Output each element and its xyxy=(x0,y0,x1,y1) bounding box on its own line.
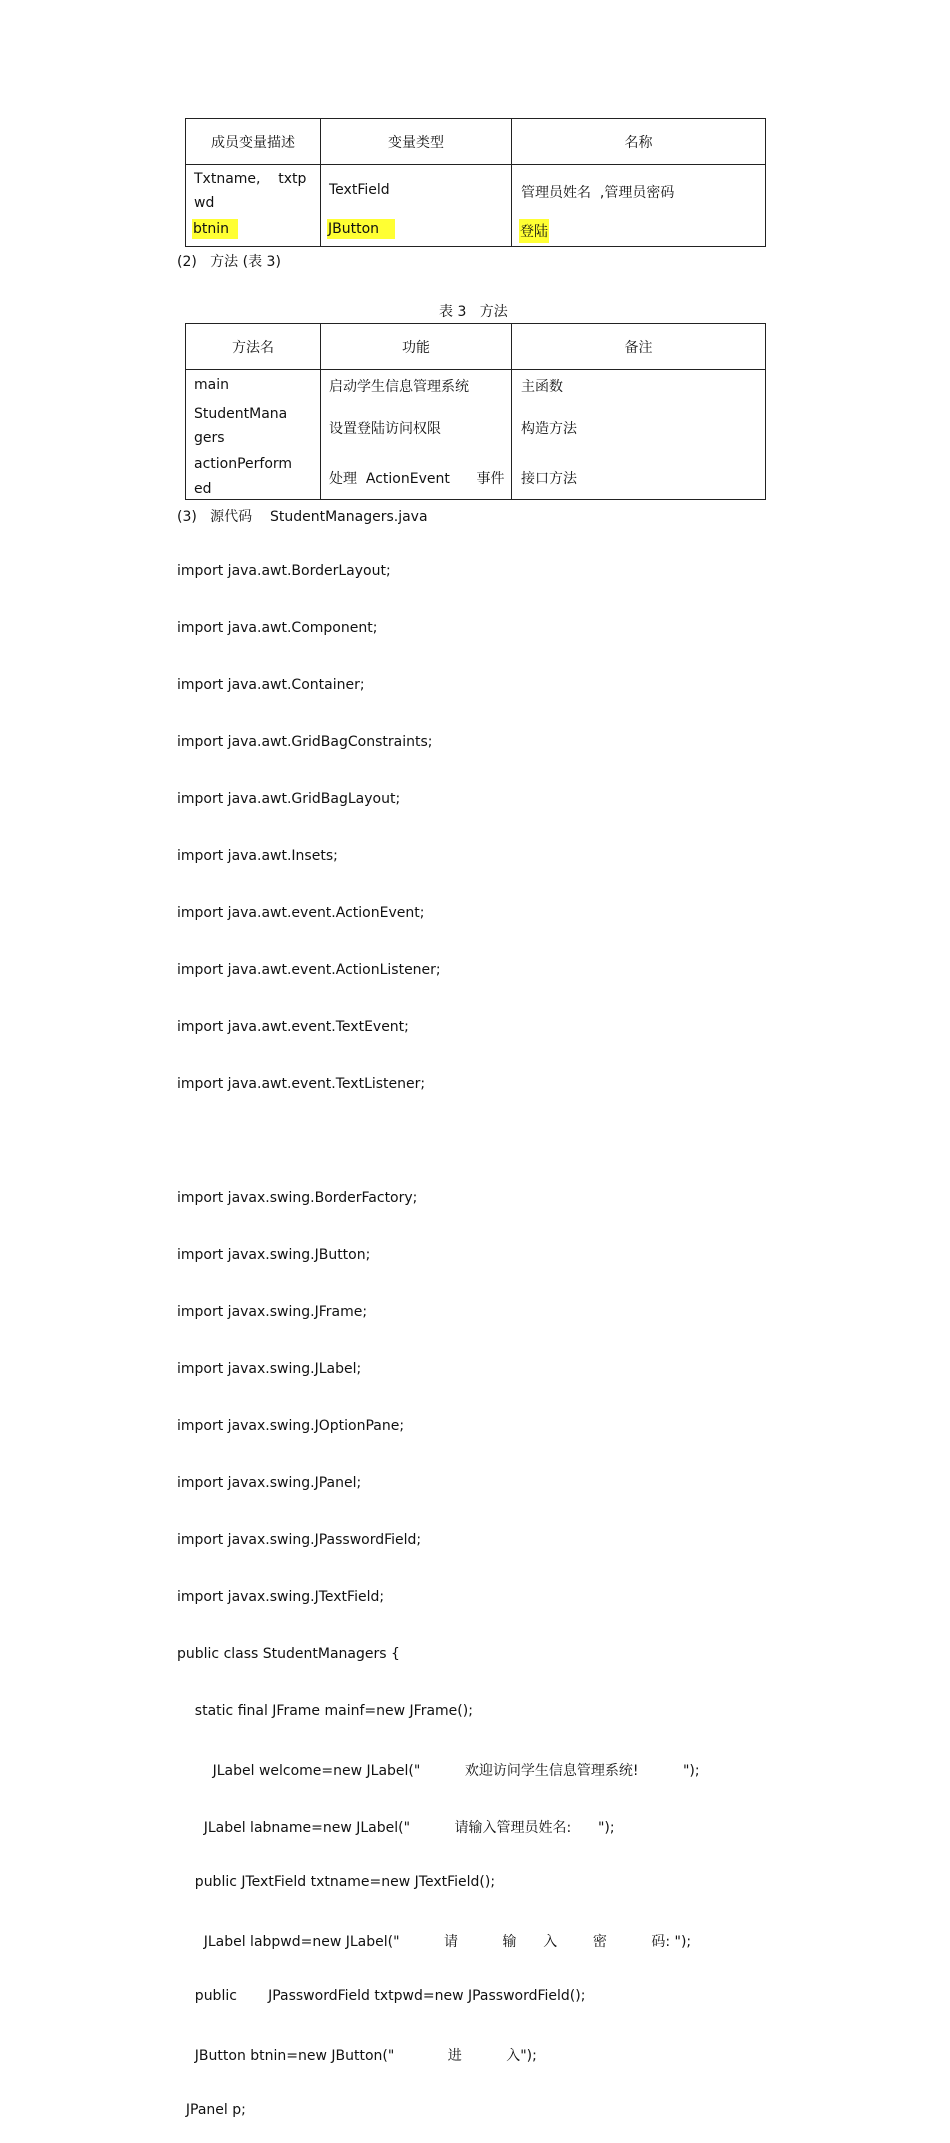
code-line: import java.awt.Insets; xyxy=(177,848,338,864)
table-cell xyxy=(321,165,512,247)
code-line: import java.awt.GridBagConstraints; xyxy=(177,734,433,750)
table-header-cell: 成员变量描述 xyxy=(186,119,321,165)
code-line: import javax.swing.JLabel; xyxy=(177,1361,362,1377)
cell-text: 处理 ActionEvent 事件 xyxy=(329,471,505,487)
code-line: JPanel p; xyxy=(177,2102,246,2118)
table-cell xyxy=(512,165,766,247)
code-line: import javax.swing.JPasswordField; xyxy=(177,1532,422,1548)
source-code xyxy=(177,531,700,2143)
highlighted-text: JButton xyxy=(327,219,395,239)
cell-text: Txtname, txtp xyxy=(194,171,307,187)
methods-caption: (2) 方法 (表 3) xyxy=(177,254,281,270)
methods-table xyxy=(185,323,766,500)
source-caption: (3) 源代码 StudentManagers.java xyxy=(177,509,428,525)
member-variable-table xyxy=(185,118,766,247)
code-line: import javax.swing.JTextField; xyxy=(177,1589,385,1605)
cell-text: 构造方法 xyxy=(521,421,577,437)
code-line: public JTextField txtname=new JTextField(); xyxy=(177,1874,496,1890)
cell-text: TextField xyxy=(329,182,390,198)
code-line: import javax.swing.BorderFactory; xyxy=(177,1190,418,1206)
table-header-cell: 备注 xyxy=(512,324,766,370)
cell-text: 接口方法 xyxy=(521,471,577,487)
cell-text: 设置登陆访问权限 xyxy=(329,421,441,437)
table-header-cell: 功能 xyxy=(321,324,512,370)
highlighted-text: btnin xyxy=(192,219,238,239)
cell-text: 主函数 xyxy=(521,379,563,395)
highlighted-text: 登陆 xyxy=(519,219,549,243)
code-line: import javax.swing.JFrame; xyxy=(177,1304,368,1320)
code-line: JButton btnin=new JButton(" 进 入"); xyxy=(177,2048,537,2064)
cell-text: ed xyxy=(194,481,212,497)
code-line: import javax.swing.JPanel; xyxy=(177,1475,362,1491)
cell-text: 管理员姓名 ,管理员密码 xyxy=(521,185,675,201)
cell-text: 启动学生信息管理系统 xyxy=(329,379,469,395)
table-header-cell: 方法名 xyxy=(186,324,321,370)
code-line: static final JFrame mainf=new JFrame(); xyxy=(177,1703,473,1719)
code-line: import javax.swing.JOptionPane; xyxy=(177,1418,405,1434)
table-header-cell: 名称 xyxy=(512,119,766,165)
cell-text: StudentMana xyxy=(194,406,288,422)
code-line: import javax.swing.JButton; xyxy=(177,1247,371,1263)
code-line xyxy=(177,1133,700,1158)
cell-text: actionPerform xyxy=(194,456,293,472)
code-line: JLabel labname=new JLabel(" 请输入管理员姓名: "); xyxy=(177,1820,615,1836)
table-cell xyxy=(186,370,321,500)
code-line: import java.awt.Container; xyxy=(177,677,365,693)
code-line: import java.awt.event.TextEvent; xyxy=(177,1019,409,1035)
table-cell xyxy=(186,165,321,247)
code-line: JLabel labpwd=new JLabel(" 请 输 入 密 码: "); xyxy=(177,1934,692,1950)
table-cell xyxy=(321,370,512,500)
code-line: public JPasswordField txtpwd=new JPasswordField(); xyxy=(177,1988,586,2004)
code-line: import java.awt.event.ActionEvent; xyxy=(177,905,425,921)
cell-text: main xyxy=(194,377,229,393)
code-line: public class StudentManagers { xyxy=(177,1646,400,1662)
table-cell xyxy=(512,370,766,500)
code-line: import java.awt.Component; xyxy=(177,620,378,636)
cell-text: gers xyxy=(194,430,225,446)
cell-text: wd xyxy=(194,195,215,211)
code-line: import java.awt.event.ActionListener; xyxy=(177,962,441,978)
table3-title: 表 3 方法 xyxy=(439,304,508,320)
code-line: import java.awt.event.TextListener; xyxy=(177,1076,426,1092)
code-line: JLabel welcome=new JLabel(" 欢迎访问学生信息管理系统! "); xyxy=(177,1763,700,1779)
table-header-cell: 变量类型 xyxy=(321,119,512,165)
code-line: import java.awt.GridBagLayout; xyxy=(177,791,401,807)
code-line: import java.awt.BorderLayout; xyxy=(177,563,391,579)
